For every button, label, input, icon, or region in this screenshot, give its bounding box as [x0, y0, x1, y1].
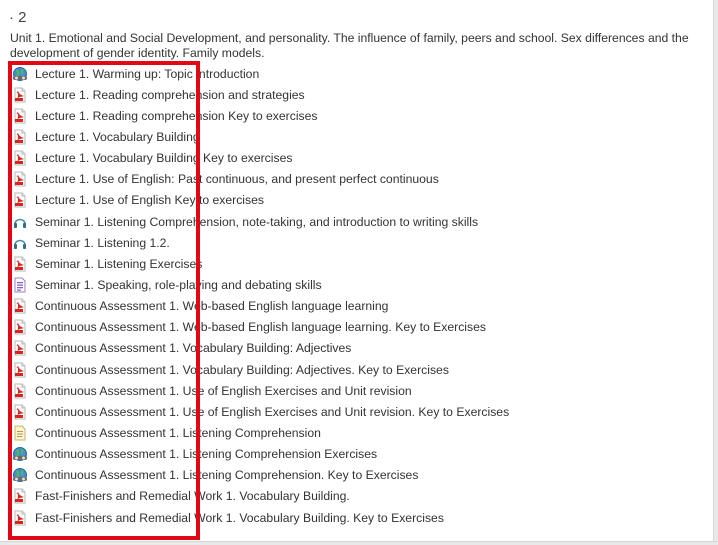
activity-item[interactable]	[12, 359, 702, 380]
activity-item[interactable]	[12, 444, 702, 465]
activity-item[interactable]	[12, 317, 702, 338]
activity-link[interactable]: Continuous Assessment 1. Listening Comprehension Exercises	[35, 447, 378, 462]
pdf-icon	[12, 319, 28, 335]
window-scroll-edge	[713, 0, 718, 545]
pdf-icon	[12, 150, 28, 166]
activity-item[interactable]	[12, 190, 702, 211]
activity-item[interactable]	[12, 84, 702, 105]
activity-item[interactable]	[12, 380, 702, 401]
activity-link[interactable]: Continuous Assessment 1. Use of English Exercises and Unit revision	[35, 383, 412, 398]
activity-link[interactable]: Continuous Assessment 1. Web-based English language learning. Key to Exercises	[35, 320, 486, 335]
section-summary	[10, 31, 700, 61]
activity-link[interactable]: Continuous Assessment 1. Web-based English language learning	[35, 299, 389, 314]
activity-link[interactable]: Seminar 1. Listening Exercises	[35, 256, 203, 271]
pdf-icon	[12, 129, 28, 145]
activity-item[interactable]	[12, 507, 702, 528]
activity-item[interactable]	[12, 169, 702, 190]
pdf-icon	[12, 362, 28, 378]
pdf-icon	[12, 298, 28, 314]
document-icon	[12, 277, 28, 293]
activity-item[interactable]	[12, 211, 702, 232]
web-link-icon	[12, 467, 28, 483]
activity-link[interactable]: Lecture 1. Use of English: Past continuous, and present perfect continuous	[35, 172, 439, 187]
pdf-icon	[12, 404, 28, 420]
pdf-icon	[12, 256, 28, 272]
activity-link[interactable]: Fast-Finishers and Remedial Work 1. Vocabulary Building. Key to Exercises	[35, 510, 444, 525]
activity-item[interactable]	[12, 274, 702, 295]
activity-link[interactable]: Lecture 1. Vocabulary Building	[35, 129, 200, 144]
pdf-icon	[12, 510, 28, 526]
activity-link[interactable]: Lecture 1. Vocabulary Building Key to exercises	[35, 151, 293, 166]
activity-link[interactable]: Continuous Assessment 1. Listening Comprehension. Key to Exercises	[35, 468, 419, 483]
activity-link[interactable]: Lecture 1. Reading comprehension Key to exercises	[35, 108, 318, 123]
activity-link[interactable]: Continuous Assessment 1. Listening Comprehension	[35, 425, 321, 440]
section-number: · 2	[9, 9, 27, 26]
text-file-icon	[12, 425, 28, 441]
pdf-icon	[12, 108, 28, 124]
pdf-icon	[12, 171, 28, 187]
pdf-icon	[12, 340, 28, 356]
activity-link[interactable]: Lecture 1. Reading comprehension and strategies	[35, 87, 305, 102]
window-bottom-edge	[0, 541, 718, 545]
web-link-icon	[12, 66, 28, 82]
activity-link[interactable]: Seminar 1. Listening Comprehension, note-taking, and introduction to writing skills	[35, 214, 479, 229]
activity-item[interactable]	[12, 126, 702, 147]
activity-link[interactable]: Fast-Finishers and Remedial Work 1. Vocabulary Building.	[35, 489, 350, 504]
pdf-icon	[12, 87, 28, 103]
activity-item[interactable]	[12, 105, 702, 126]
activity-item[interactable]	[12, 422, 702, 443]
activity-link[interactable]: Seminar 1. Listening 1.2.	[35, 235, 170, 250]
activity-item[interactable]	[12, 63, 702, 84]
activity-link[interactable]: Lecture 1. Warming up: Topic introduction	[35, 66, 260, 81]
activity-list	[12, 63, 702, 528]
activity-item[interactable]	[12, 338, 702, 359]
activity-item[interactable]	[12, 486, 702, 507]
audio-icon	[12, 235, 28, 251]
activity-item[interactable]	[12, 253, 702, 274]
activity-item[interactable]	[12, 296, 702, 317]
audio-icon	[12, 214, 28, 230]
pdf-icon	[12, 192, 28, 208]
activity-link[interactable]: Continuous Assessment 1. Vocabulary Building: Adjectives	[35, 341, 352, 356]
activity-link[interactable]: Seminar 1. Speaking, role-playing and debating skills	[35, 277, 322, 292]
activity-item[interactable]	[12, 148, 702, 169]
activity-item[interactable]	[12, 232, 702, 253]
activity-item[interactable]	[12, 465, 702, 486]
section-summary-text: Unit 1. Emotional and Social Development, and personality. The influence of family, peers and school. Sex differences and the development of gender identity. Family models.	[10, 31, 689, 60]
web-link-icon	[12, 446, 28, 462]
activity-link[interactable]: Continuous Assessment 1. Use of English Exercises and Unit revision. Key to Exercises	[35, 404, 510, 419]
activity-item[interactable]	[12, 401, 702, 422]
pdf-icon	[12, 488, 28, 504]
activity-link[interactable]: Lecture 1. Use of English Key to exercises	[35, 193, 264, 208]
pdf-icon	[12, 383, 28, 399]
activity-link[interactable]: Continuous Assessment 1. Vocabulary Building: Adjectives. Key to Exercises	[35, 362, 449, 377]
